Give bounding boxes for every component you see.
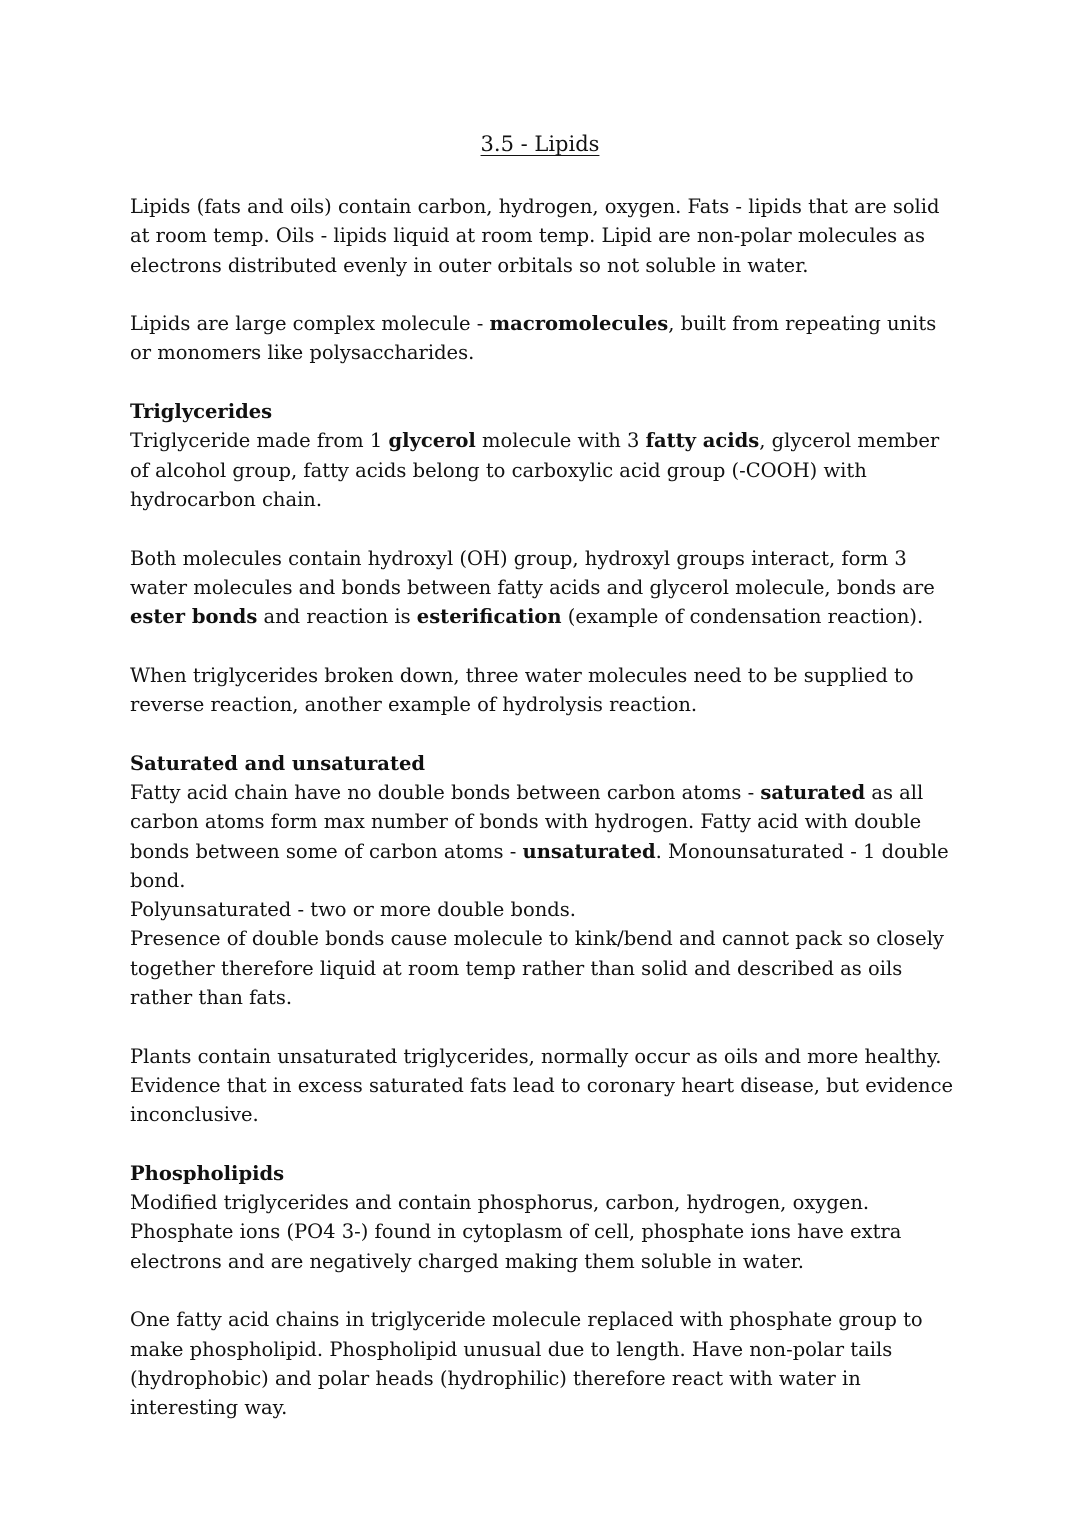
bold-term-macromolecules: macromolecules xyxy=(489,312,669,336)
section-heading-triglycerides: Triglycerides xyxy=(130,400,273,424)
saturated-paragraph-3: Presence of double bonds cause molecule to kink/bend and cannot pack so closely together therefore liquid at room temp rather than solid and described as oils rather than fats. xyxy=(130,927,944,1010)
title-container xyxy=(0,128,1080,160)
intro-paragraph-2 xyxy=(130,309,960,368)
bold-term-glycerol: glycerol xyxy=(388,429,476,453)
bold-term-unsaturated: unsaturated xyxy=(522,839,656,863)
text-run: and reaction is xyxy=(257,605,417,629)
document-page xyxy=(130,128,960,1452)
saturated-paragraph-2: Polyunsaturated - two or more double bonds. xyxy=(130,898,576,922)
triglycerides-paragraph-2 xyxy=(130,544,960,632)
bold-term-fatty-acids: fatty acids xyxy=(645,429,760,453)
triglycerides-paragraph-3: When triglycerides broken down, three water molecules need to be supplied to reverse reaction, another example of hydrolysis reaction. xyxy=(130,663,914,717)
intro-paragraph-1: Lipids (fats and oils) contain carbon, hydrogen, oxygen. Fats - lipids that are solid at room temp. Oils - lipids liquid at room temp. Lipid are non-polar molecules as electrons distributed evenly in outer orbitals so not soluble in water. xyxy=(130,195,940,277)
saturated-paragraph-1 xyxy=(130,778,960,895)
triglycerides-paragraph-1 xyxy=(130,426,960,514)
text-run: as all carbon atoms form max number of bonds with hydrogen. Fatty acid with double bonds between some of carbon atoms - xyxy=(130,780,924,863)
text-run: Lipids are large complex molecule - xyxy=(130,312,490,336)
bold-term-esterification: esterification xyxy=(416,605,562,629)
phospholipids-paragraph-2: One fatty acid chains in triglyceride molecule replaced with phosphate group to make phospholipid. Phospholipid unusual due to length. Have non-polar tails (hydrophobic) and polar heads (hydrophilic) therefore react with water in interesting way. xyxy=(130,1308,923,1420)
text-run: , glycerol member of alcohol group, fatty acids belong to carboxylic acid group (-COOH) with hydrocarbon chain. xyxy=(130,429,940,511)
saturated-paragraph-4: Plants contain unsaturated triglycerides, normally occur as oils and more healthy. Evidence that in excess saturated fats lead to coronary heart disease, but evidence inconclusive. xyxy=(130,1044,954,1127)
page-title: 3.5 - Lipids xyxy=(480,132,600,156)
text-run: Fatty acid chain have no double bonds between carbon atoms - xyxy=(130,780,761,804)
text-run: Triglyceride made from 1 xyxy=(130,429,389,453)
section-heading-phospholipids: Phospholipids xyxy=(130,1161,285,1185)
text-run: , built from repeating units or monomers like polysaccharides. xyxy=(130,312,937,365)
text-run: . Monounsaturated - 1 double bond. xyxy=(130,839,949,892)
bold-term-saturated: saturated xyxy=(760,780,866,804)
text-run: (example of condensation reaction). xyxy=(561,605,924,629)
text-run: molecule with 3 xyxy=(475,429,646,453)
text-run: Both molecules contain hydroxyl (OH) group, hydroxyl groups interact, form 3 water molecules and bonds between fatty acids and glycerol molecule, bonds are xyxy=(130,546,935,599)
section-heading-saturated: Saturated and unsaturated xyxy=(130,751,425,775)
phospholipids-paragraph-1: Modified triglycerides and contain phosphorus, carbon, hydrogen, oxygen. Phosphate ions (PO4 3-) found in cytoplasm of cell, phosphate ions have extra electrons and are negatively charged making them soluble in water. xyxy=(130,1191,902,1273)
bold-term-ester-bonds: ester bonds xyxy=(130,605,258,629)
